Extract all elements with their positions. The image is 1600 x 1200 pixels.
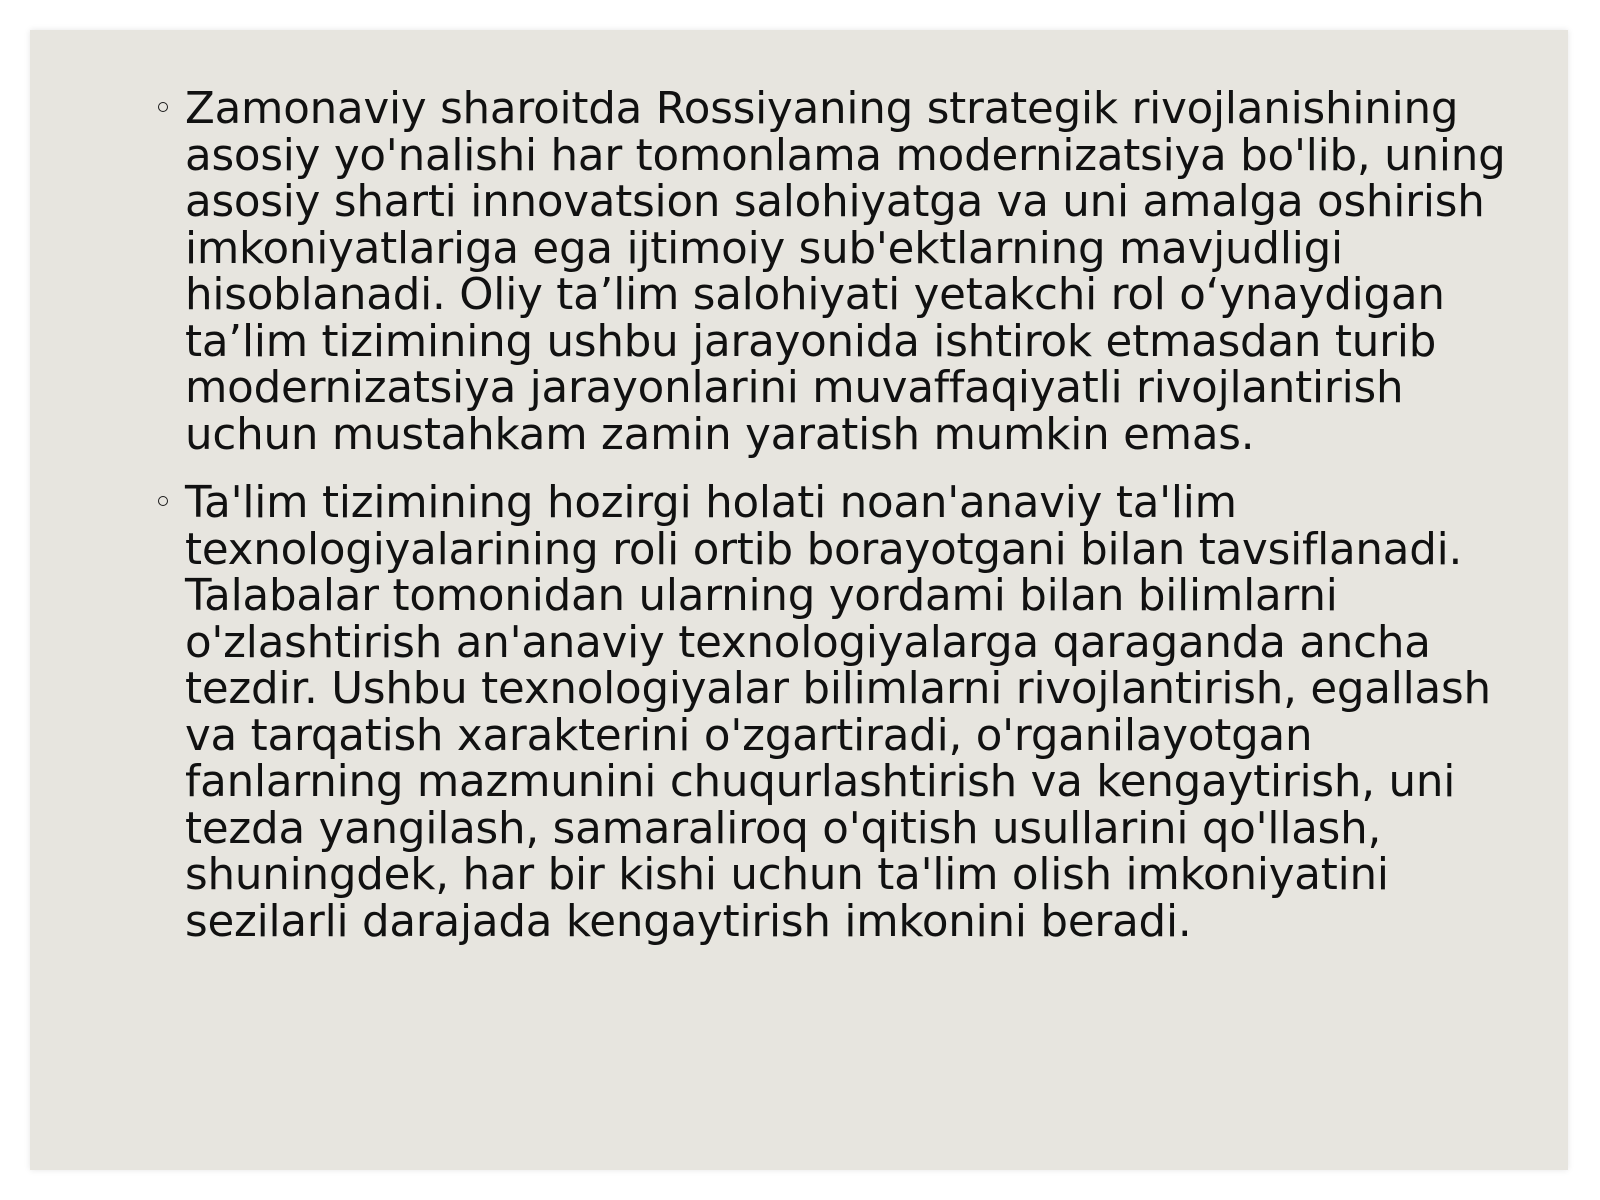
bullet-text-1: Zamonaviy sharoitda Rossiyaning strategik rivojlanishining asosiy yo'nalishi har tomonlama modernizatsiya bo'lib, uning asosiy sharti innovatsion salohiyatga va uni amalga oshirish imkoniyatlariga ega ijtimoiy sub'ektlarning mavjudligi hisoblanadi. Oliy ta’lim salohiyati yetakchi rol o‘ynaydigan ta’lim tizimining ushbu jarayonida ishtirok etmasdan turib modernizatsiya jarayonlarini muvaffaqiyatli rivojlantirish uchun mustahkam zamin yaratish mumkin emas. xyxy=(185,84,1506,460)
bullet-item-2 xyxy=(155,480,1535,945)
slide xyxy=(30,30,1568,1170)
slide-content xyxy=(155,86,1535,967)
circle-bullet-icon xyxy=(158,102,168,112)
bullet-item-1 xyxy=(155,86,1535,458)
bullet-text-2: Ta'lim tizimining hozirgi holati noan'anaviy ta'lim texnologiyalarining roli ortib borayotgani bilan tavsiflanadi. Talabalar tomonidan ularning yordami bilan bilimlarni o'zlashtirish an'anaviy texnologiyalarga qaraganda ancha tezdir. Ushbu texnologiyalar bilimlarni rivojlantirish, egallash va tarqatish xarakterini o'zgartiradi, o'rganilayotgan fanlarning mazmunini chuqurlashtirish va kengaytirish, uni tezda yangilash, samaraliroq o'qitish usullarini qo'llash, shuningdek, har bir kishi uchun ta'lim olish imkoniyatini sezilarli darajada kengaytirish imkonini beradi. xyxy=(185,478,1491,947)
circle-bullet-icon xyxy=(158,496,168,506)
